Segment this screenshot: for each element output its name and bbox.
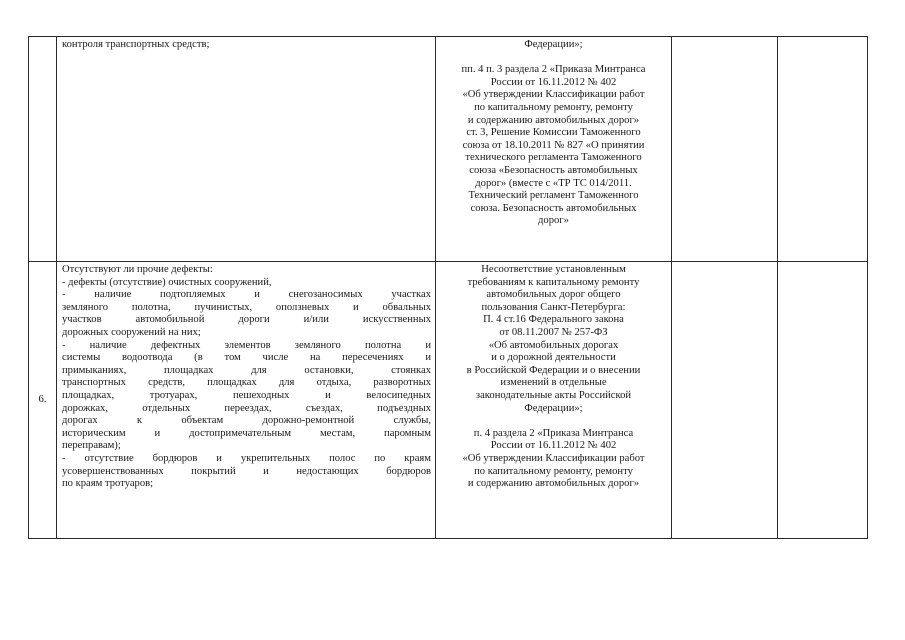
defect-line: земляного полотна, пучинистых, оползневых и обвальных <box>62 301 431 313</box>
requirement-line: союза. Безопасность автомобильных <box>470 202 637 214</box>
defect-line: дорогах к объектам дорожно-ремонтной службы, <box>62 415 431 427</box>
defect-line: Отсутствуют ли прочие дефекты: <box>62 264 213 275</box>
defect-line: - наличие подтопляемых и снегозаносимых участках <box>62 289 431 301</box>
table-row-6 <box>29 262 868 539</box>
requirement-line: законодательные акты Российской <box>475 389 632 401</box>
requirement-line: П. 4 ст.16 Федерального закона <box>483 314 624 326</box>
requirement-line: и содержанию автомобильных дорог» <box>467 478 640 490</box>
defect-line: усовершенствованных покрытий и недостающих бордюров <box>62 465 431 477</box>
requirement-line: Несоответствие установленным <box>481 264 626 275</box>
requirement-line: п. 4 раздела 2 «Приказа Минтранса <box>473 427 634 439</box>
requirement-line: Технический регламент Таможенного <box>468 190 639 202</box>
defect-line: системы водоотвода (в том числе на пересечениях и <box>62 352 431 364</box>
defect-line: транспортных средств, площадках для отдыха, разворотных <box>62 377 431 389</box>
defect-line: участков автомобильной дороги и/или искусственных <box>62 314 431 326</box>
row-number-cell <box>29 262 57 539</box>
defect-line: дорожных сооружений на них; <box>62 326 201 338</box>
requirement-line: России от 16.11.2012 № 402 <box>490 76 617 88</box>
defect-description-cell <box>57 37 436 262</box>
document-table <box>28 36 868 539</box>
requirement-line: изменений в отдельные <box>500 377 607 389</box>
requirement-line: дорог» (вместе с «ТР ТС 014/2011. <box>475 177 632 189</box>
requirement-line: и о дорожной деятельности <box>491 352 616 364</box>
requirement-cell <box>436 37 672 262</box>
defect-line: - отсутствие бордюров и укрепительных полос по краям <box>62 452 431 464</box>
defect-line: контроля транспортных средств; <box>62 39 210 50</box>
requirement-line: пользования Санкт-Петербурга: <box>481 301 626 313</box>
requirement-line: «Об автомобильных дорогах <box>488 339 619 351</box>
requirement-line: требованиям к капитальному ремонту <box>467 276 640 288</box>
row-number: 6. <box>38 393 47 405</box>
requirement-line: и содержанию автомобильных дорог» <box>467 114 640 126</box>
defect-line: переправам); <box>62 440 121 452</box>
defect-line: историческим и достопримечательным местам, паромным <box>62 427 431 439</box>
requirement-line: технического регламента Таможенного <box>465 152 642 164</box>
row-number-cell <box>29 37 57 262</box>
requirement-line: союза от 18.10.2011 № 827 «О принятии <box>462 139 645 151</box>
requirement-line: ст. 3, Решение Комиссии Таможенного <box>466 127 641 139</box>
table-row-continued <box>29 37 868 262</box>
empty-cell <box>672 37 778 262</box>
requirement-line: «Об утверждении Классификации работ <box>462 89 645 101</box>
empty-cell <box>672 262 778 539</box>
empty-cell <box>778 37 868 262</box>
defect-line: по краям тротуаров; <box>62 478 154 490</box>
requirement-line: по капитальному ремонту, ремонту <box>474 101 633 113</box>
requirement-cell <box>436 262 672 539</box>
defect-line: - дефекты (отсутствие) очистных сооружений, <box>62 276 272 288</box>
requirement-line: России от 16.11.2012 № 402 <box>490 440 617 452</box>
requirement-line: пп. 4 п. 3 раздела 2 «Приказа Минтранса <box>461 64 646 76</box>
defect-description-cell <box>57 262 436 539</box>
requirement-line: от 08.11.2007 № 257-ФЗ <box>499 326 608 338</box>
requirement-line: «Об утверждении Классификации работ <box>462 452 645 464</box>
requirement-line: Федерации»; <box>524 402 583 414</box>
defect-line: дорожках, отдельных переездах, съездах, подъездных <box>62 402 431 414</box>
requirement-line: автомобильных дорог общего <box>486 289 621 301</box>
defect-line: - наличие дефектных элементов земляного полотна и <box>62 339 431 351</box>
requirement-line: дорог» <box>538 215 569 227</box>
requirement-line: по капитальному ремонту, ремонту <box>474 465 633 477</box>
defect-line: примыканиях, площадках для остановки, стоянках <box>62 364 431 376</box>
requirement-line: в Российской Федерации и о внесении <box>466 364 641 376</box>
requirement-line: союза «Безопасность автомобильных <box>469 164 638 176</box>
requirement-line: Федерации»; <box>524 39 583 50</box>
defect-line: площадках, тротуарах, пешеходных и велосипедных <box>62 389 431 401</box>
empty-cell <box>778 262 868 539</box>
